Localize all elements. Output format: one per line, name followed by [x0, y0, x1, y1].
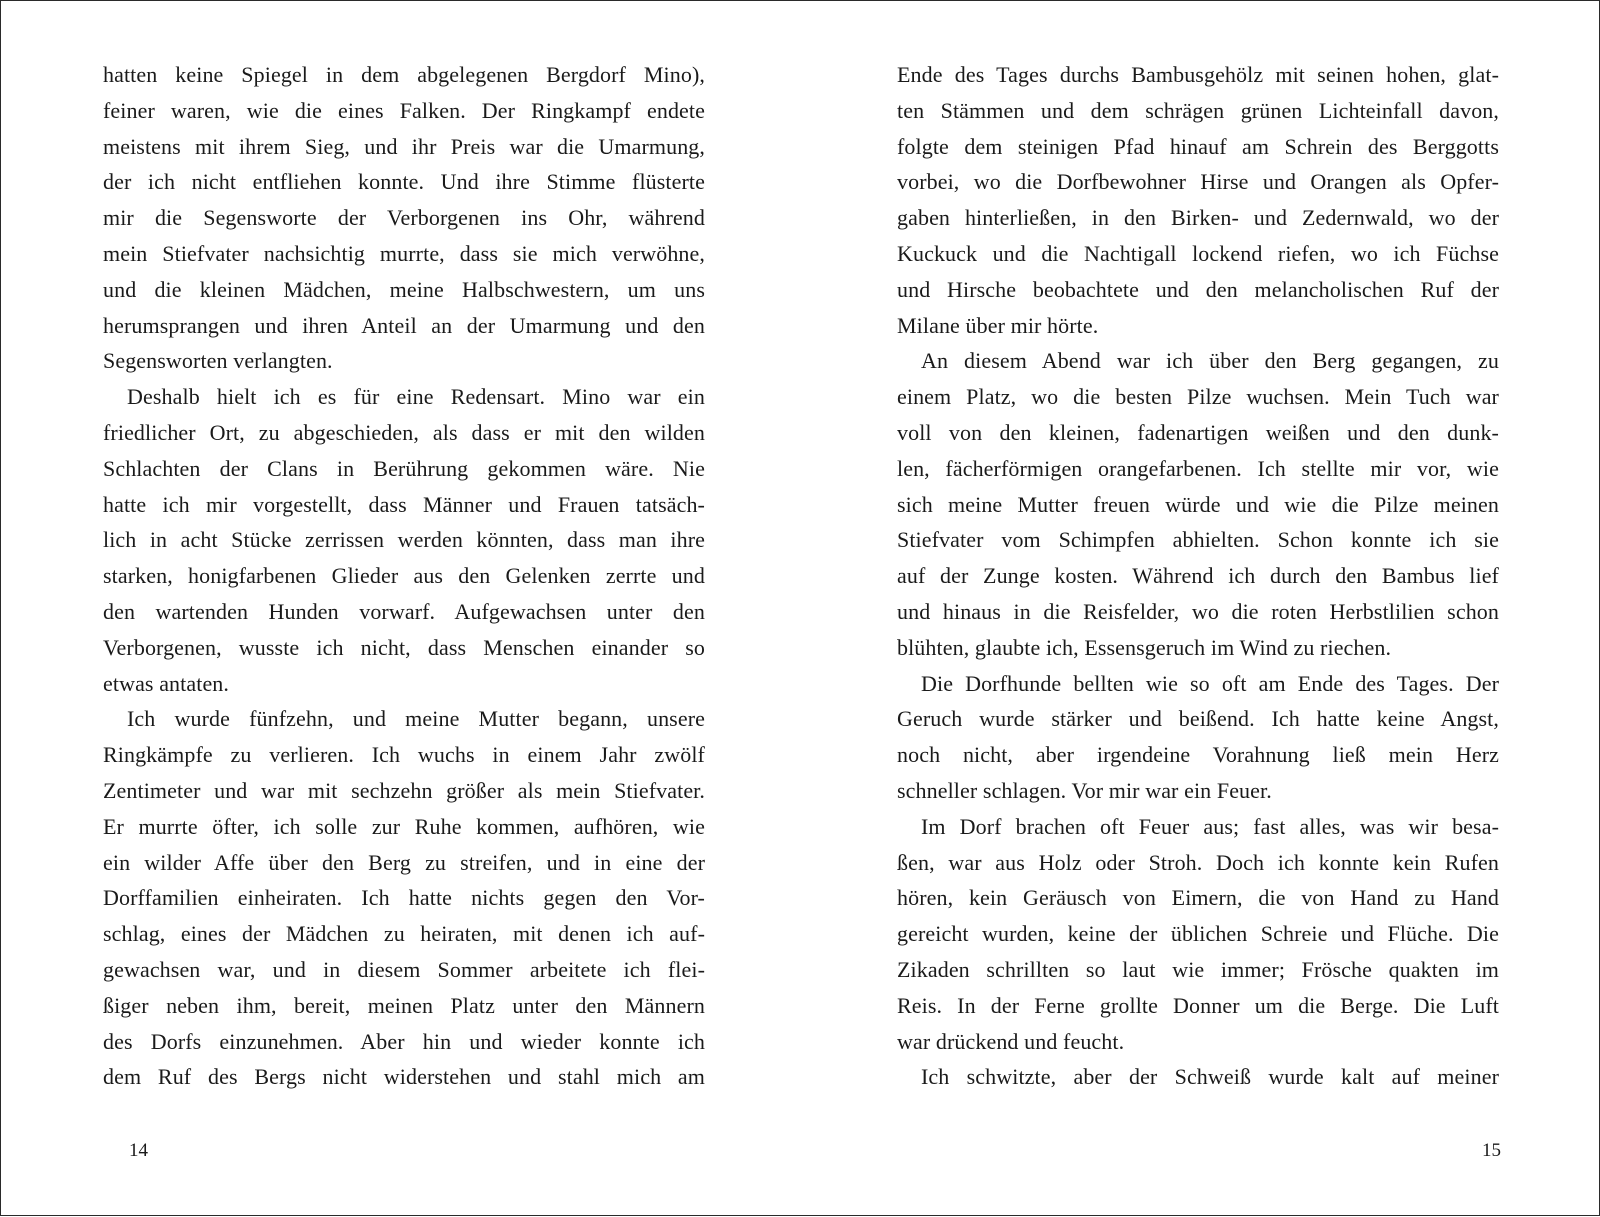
text-line: hatte ich mir vorgestellt, dass Männer und Frauen tatsäch- [103, 491, 705, 517]
text-line: Ich schwitzte, aber der Schweiß wurde kalt auf meiner [921, 1064, 1499, 1090]
text-line: vorbei, wo die Dorfbewohner Hirse und Orangen als Opfer- [897, 169, 1499, 195]
text-line: Stiefvater vom Schimpfen abhielten. Schon konnte ich sie [897, 527, 1499, 553]
text-line: etwas antaten. [103, 670, 230, 696]
text-line: Deshalb hielt ich es für eine Redensart. Mino war ein [127, 384, 705, 410]
text-line: auf der Zunge kosten. Während ich durch den Bambus lief [897, 563, 1499, 589]
text-line: ein wilder Affe über den Berg zu streifen, und in eine der [103, 849, 705, 875]
text-line: An diesem Abend war ich über den Berg gegangen, zu [921, 348, 1499, 374]
text-line: Verborgenen, wusste ich nicht, dass Menschen einander so [103, 634, 705, 660]
text-line: dem Ruf des Bergs nicht widerstehen und stahl mich am [103, 1064, 705, 1090]
text-line: starken, honigfarbenen Glieder aus den Gelenken zerrte und [103, 563, 705, 589]
text-line: gewachsen war, und in diesem Sommer arbeitete ich flei- [103, 956, 705, 982]
left-page-body [103, 57, 705, 1095]
text-line: Schlachten der Clans in Berührung gekommen wäre. Nie [103, 455, 705, 481]
right-page-body [897, 57, 1499, 1095]
text-line: Ich wurde fünfzehn, und meine Mutter begann, unsere [127, 706, 705, 732]
text-line: Segensworten verlangten. [103, 348, 333, 374]
text-line: friedlicher Ort, zu abgeschieden, als dass er mit den wilden [103, 419, 705, 445]
text-line: gaben hinterließen, in den Birken- und Zedernwald, wo der [897, 205, 1499, 231]
text-line: Reis. In der Ferne grollte Donner um die Berge. Die Luft [897, 992, 1499, 1018]
text-line: noch nicht, aber irgendeine Vorahnung ließ mein Herz [897, 742, 1499, 768]
left-page [1, 1, 801, 1217]
text-line: Geruch wurde stärker und beißend. Ich hatte keine Angst, [897, 706, 1499, 732]
text-line: gereicht wurden, keine der üblichen Schreie und Flüche. Die [897, 921, 1499, 947]
text-line: schneller schlagen. Vor mir war ein Feuer. [897, 777, 1272, 803]
text-line: und Hirsche beobachtete und den melancholischen Ruf der [897, 276, 1499, 302]
text-line: blühten, glaubte ich, Essensgeruch im Wind zu riechen. [897, 634, 1392, 660]
text-line: den wartenden Hunden vorwarf. Aufgewachsen unter den [103, 598, 705, 624]
text-line: folgte dem steinigen Pfad hinauf am Schrein des Berggotts [897, 133, 1499, 159]
text-line: und die kleinen Mädchen, meine Halbschwestern, um uns [103, 276, 705, 302]
text-line: war drückend und feucht. [897, 1028, 1125, 1054]
right-page [801, 1, 1600, 1217]
text-line: mein Stiefvater nachsichtig murrte, dass sie mich verwöhne, [103, 240, 705, 266]
text-line: sich meine Mutter freuen würde und wie die Pilze meinen [897, 491, 1499, 517]
left-page-number: 14 [129, 1140, 148, 1161]
right-page-number: 15 [1482, 1140, 1501, 1161]
text-line: len, fächerförmigen orangefarbenen. Ich stellte mir vor, wie [897, 455, 1499, 481]
text-line: Zentimeter und war mit sechzehn größer als mein Stiefvater. [103, 777, 705, 803]
text-line: ßen, war aus Holz oder Stroh. Doch ich konnte kein Rufen [897, 849, 1499, 875]
text-line: meistens mit ihrem Sieg, und ihr Preis war die Umarmung, [103, 133, 705, 159]
text-line: Ende des Tages durchs Bambusgehölz mit seinen hohen, glat- [897, 62, 1499, 87]
text-line: Dorffamilien einheiraten. Ich hatte nichts gegen den Vor- [103, 885, 705, 911]
text-line: herumsprangen und ihren Anteil an der Umarmung und den [103, 312, 705, 338]
text-line: der ich nicht entfliehen konnte. Und ihre Stimme flüsterte [103, 169, 705, 195]
text-line: einem Platz, wo die besten Pilze wuchsen. Mein Tuch war [897, 384, 1499, 410]
text-line: Er murrte öfter, ich solle zur Ruhe kommen, aufhören, wie [103, 813, 705, 839]
text-line: lich in acht Stücke zerrissen werden könnten, dass man ihre [103, 527, 705, 553]
text-line: und hinaus in die Reisfelder, wo die roten Herbstlilien schon [897, 598, 1499, 624]
text-line: ßiger neben ihm, bereit, meinen Platz unter den Männern [103, 992, 705, 1018]
text-line: Die Dorfhunde bellten wie so oft am Ende des Tages. Der [921, 670, 1499, 696]
text-line: Zikaden schrillten so laut wie immer; Frösche quakten im [897, 956, 1499, 982]
text-line: mir die Segensworte der Verborgenen ins Ohr, während [103, 205, 705, 231]
text-line: Ringkämpfe zu verlieren. Ich wuchs in einem Jahr zwölf [103, 742, 705, 768]
text-line: Milane über mir hörte. [897, 312, 1099, 338]
text-line: des Dorfs einzunehmen. Aber hin und wieder konnte ich [103, 1028, 705, 1054]
text-line: Kuckuck und die Nachtigall lockend riefen, wo ich Füchse [897, 240, 1499, 266]
text-line: schlag, eines der Mädchen zu heiraten, mit denen ich auf- [103, 921, 705, 947]
text-line: Im Dorf brachen oft Feuer aus; fast alles, was wir besa- [921, 813, 1499, 839]
text-line: voll von den kleinen, fadenartigen weißen und den dunk- [897, 419, 1499, 445]
text-line: hatten keine Spiegel in dem abgelegenen Bergdorf Mino), [103, 62, 705, 87]
text-line: ten Stämmen und dem schrägen grünen Lichteinfall davon, [897, 97, 1499, 123]
text-line: hören, kein Geräusch von Eimern, die von Hand zu Hand [897, 885, 1499, 911]
text-line: feiner waren, wie die eines Falken. Der Ringkampf endete [103, 97, 705, 123]
